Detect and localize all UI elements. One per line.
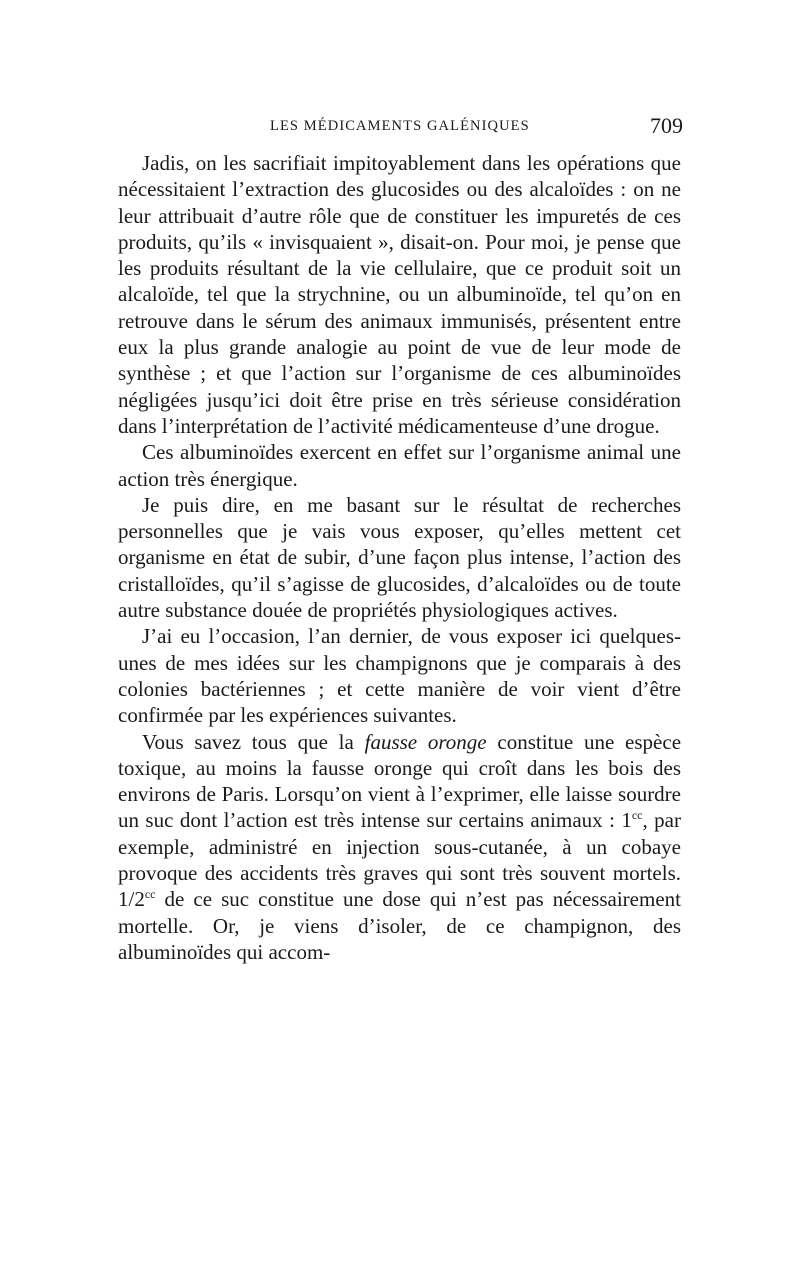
paragraph: Je puis dire, en me basant sur le résultat de recherches personnelles que je vais vous exposer, qu’elles mettent cet organisme en état de subir, d’une façon plus intense, l’action des cristalloïdes, qu’il s’agisse de glucosides, d’alcaloïdes ou de toute autre substance douée de propriétés physiologiques actives.	[118, 492, 681, 623]
text-run: constitue une espèce toxique, au moins la fausse oronge qui croît dans les bois des environs de Paris. Lorsqu’on vient à l’exprimer, elle laisse sourdre un suc dont l’action est très intense sur certains animaux : 1	[118, 729, 682, 833]
page-number: 709	[650, 113, 683, 138]
unit-superscript: cc	[144, 887, 156, 902]
text-run: , par exemple, administré en injection sous-cutanée, à un cobaye provoque des accidents très graves qui sont très souvent mortels. 1/2	[118, 808, 681, 912]
body-text	[118, 150, 681, 965]
italic-term: fausse oronge	[364, 729, 487, 754]
text-run: Vous savez tous que la	[142, 729, 365, 754]
running-title: LES MÉDICAMENTS GALÉNIQUES	[270, 118, 530, 134]
unit-superscript: cc	[631, 808, 643, 823]
paragraph: J’ai eu l’occasion, l’an dernier, de vous exposer ici quelques-unes de mes idées sur les champignons que je comparais à des colonies bactériennes ; et cette manière de voir vient d’être confirmée par les expériences suivantes.	[118, 624, 681, 728]
paragraph: Jadis, on les sacrifiait impitoyablement dans les opérations que nécessitaient l’extraction des glucosides ou des alcaloïdes : on ne leur attribuait d’autre rôle que de constituer les impuretés de ces produits, qu’ils « invisquaient », disait-on. Pour moi, je pense que les produits résultant de la vie cellulaire, que ce produit soit un alcaloïde, tel que la strychnine, ou un albuminoïde, tel qu’on en retrouve dans le sérum des animaux immunisés, présentent entre eux la plus grande analogie au point de vue de leur mode de synthèse ; et que l’action sur l’organisme de ces albuminoïdes négligées jusqu’ici doit être prise en très sérieuse considération dans l’interprétation de l’activité médicamenteuse d’une drogue.	[118, 151, 681, 438]
text-run: de ce suc constitue une dose qui n’est pas nécessairement mortelle. Or, je viens d’isoler, de ce champignon, des albuminoïdes qui accom-	[118, 887, 681, 964]
running-head	[118, 113, 683, 140]
paragraph	[118, 729, 681, 966]
paragraph: Ces albuminoïdes exercent en effet sur l’organisme animal une action très énergique.	[118, 440, 681, 491]
